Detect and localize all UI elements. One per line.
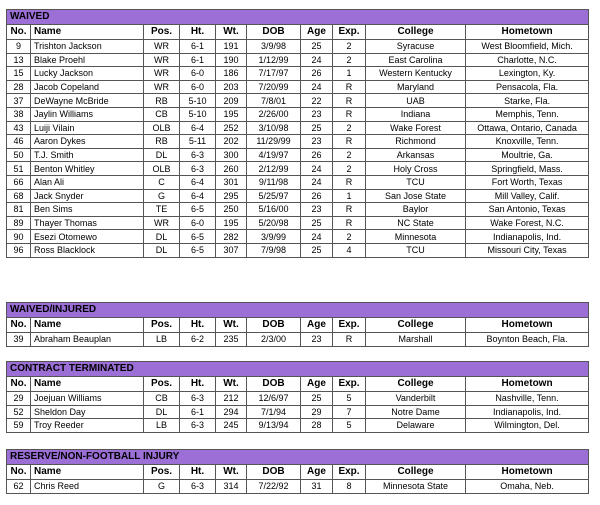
- player-age: 23: [301, 107, 333, 121]
- player-position: C: [144, 175, 180, 189]
- player-row: [7, 148, 589, 162]
- player-weight: 250: [216, 203, 247, 217]
- player-hometown: Lexington, Ky.: [466, 67, 589, 81]
- player-college: Vanderbilt: [366, 392, 466, 406]
- player-dob: 12/6/97: [247, 392, 301, 406]
- player-college: Baylor: [366, 203, 466, 217]
- player-name: Luiji Vilain: [31, 121, 144, 135]
- player-dob: 3/9/98: [247, 40, 301, 54]
- player-weight: 307: [216, 243, 247, 257]
- player-hometown: Springfield, Mass.: [466, 162, 589, 176]
- player-number: 28: [7, 80, 31, 94]
- player-height: 5-10: [180, 107, 216, 121]
- player-position: CB: [144, 107, 180, 121]
- player-number: 90: [7, 230, 31, 244]
- player-age: 25: [301, 216, 333, 230]
- player-row: [7, 107, 589, 121]
- player-name: Aaron Dykes: [31, 135, 144, 149]
- player-row: [7, 53, 589, 67]
- column-header-dob: DOB: [247, 318, 301, 333]
- player-number: 43: [7, 121, 31, 135]
- player-height: 6-3: [180, 480, 216, 494]
- player-weight: 202: [216, 135, 247, 149]
- player-hometown: Indianapolis, Ind.: [466, 230, 589, 244]
- player-hometown: Mill Valley, Calif.: [466, 189, 589, 203]
- player-age: 26: [301, 67, 333, 81]
- column-header-number: No.: [7, 377, 31, 392]
- player-number: 66: [7, 175, 31, 189]
- player-age: 23: [301, 203, 333, 217]
- player-number: 46: [7, 135, 31, 149]
- player-row: [7, 480, 589, 494]
- player-college: Minnesota: [366, 230, 466, 244]
- player-weight: 260: [216, 162, 247, 176]
- player-experience: 1: [333, 189, 366, 203]
- player-college: Western Kentucky: [366, 67, 466, 81]
- player-dob: 2/26/00: [247, 107, 301, 121]
- player-experience: R: [333, 107, 366, 121]
- player-weight: 190: [216, 53, 247, 67]
- player-name: Alan Ali: [31, 175, 144, 189]
- player-college: San Jose State: [366, 189, 466, 203]
- player-experience: R: [333, 175, 366, 189]
- column-header-age: Age: [301, 377, 333, 392]
- column-header-experience: Exp.: [333, 25, 366, 40]
- player-weight: 301: [216, 175, 247, 189]
- player-hometown: San Antonio, Texas: [466, 203, 589, 217]
- player-row: [7, 80, 589, 94]
- player-row: [7, 121, 589, 135]
- player-position: WR: [144, 67, 180, 81]
- player-row: [7, 94, 589, 108]
- player-experience: 2: [333, 40, 366, 54]
- player-college: TCU: [366, 175, 466, 189]
- column-header-hometown: Hometown: [466, 377, 589, 392]
- player-dob: 7/9/98: [247, 243, 301, 257]
- column-header-height: Ht.: [180, 377, 216, 392]
- player-number: 81: [7, 203, 31, 217]
- column-header-age: Age: [301, 465, 333, 480]
- section-contract-terminated: [6, 361, 588, 433]
- player-weight: 186: [216, 67, 247, 81]
- player-dob: 3/10/98: [247, 121, 301, 135]
- player-name: T.J. Smith: [31, 148, 144, 162]
- player-height: 6-0: [180, 80, 216, 94]
- player-experience: R: [333, 333, 366, 347]
- player-weight: 300: [216, 148, 247, 162]
- player-hometown: Pensacola, Fla.: [466, 80, 589, 94]
- player-number: 29: [7, 392, 31, 406]
- player-position: RB: [144, 94, 180, 108]
- player-height: 6-1: [180, 405, 216, 419]
- column-header-dob: DOB: [247, 465, 301, 480]
- column-header-age: Age: [301, 318, 333, 333]
- player-weight: 252: [216, 121, 247, 135]
- player-college: Indiana: [366, 107, 466, 121]
- player-dob: 5/16/00: [247, 203, 301, 217]
- player-name: Abraham Beauplan: [31, 333, 144, 347]
- player-row: [7, 203, 589, 217]
- player-height: 6-3: [180, 392, 216, 406]
- player-height: 6-0: [180, 67, 216, 81]
- player-age: 25: [301, 243, 333, 257]
- player-row: [7, 162, 589, 176]
- column-header-dob: DOB: [247, 25, 301, 40]
- player-weight: 294: [216, 405, 247, 419]
- player-age: 28: [301, 419, 333, 433]
- player-age: 23: [301, 333, 333, 347]
- player-position: WR: [144, 40, 180, 54]
- player-college: East Carolina: [366, 53, 466, 67]
- player-number: 59: [7, 419, 31, 433]
- player-weight: 191: [216, 40, 247, 54]
- player-hometown: Charlotte, N.C.: [466, 53, 589, 67]
- player-college: Wake Forest: [366, 121, 466, 135]
- player-height: 6-4: [180, 189, 216, 203]
- player-height: 5-11: [180, 135, 216, 149]
- player-age: 25: [301, 121, 333, 135]
- player-age: 25: [301, 392, 333, 406]
- player-age: 26: [301, 148, 333, 162]
- section-title: RESERVE/NON-FOOTBALL INJURY: [7, 450, 589, 465]
- player-position: OLB: [144, 162, 180, 176]
- player-number: 38: [7, 107, 31, 121]
- column-header-weight: Wt.: [216, 25, 247, 40]
- player-height: 6-4: [180, 175, 216, 189]
- player-weight: 245: [216, 419, 247, 433]
- player-experience: 1: [333, 67, 366, 81]
- player-number: 50: [7, 148, 31, 162]
- column-header-name: Name: [31, 318, 144, 333]
- player-weight: 295: [216, 189, 247, 203]
- player-college: Holy Cross: [366, 162, 466, 176]
- player-name: Thayer Thomas: [31, 216, 144, 230]
- player-position: OLB: [144, 121, 180, 135]
- player-number: 62: [7, 480, 31, 494]
- player-experience: 4: [333, 243, 366, 257]
- column-header-row: [7, 465, 589, 480]
- player-number: 96: [7, 243, 31, 257]
- column-header-college: College: [366, 25, 466, 40]
- player-weight: 235: [216, 333, 247, 347]
- player-age: 22: [301, 94, 333, 108]
- player-weight: 314: [216, 480, 247, 494]
- player-position: CB: [144, 392, 180, 406]
- player-hometown: Knoxville, Tenn.: [466, 135, 589, 149]
- player-dob: 7/20/99: [247, 80, 301, 94]
- player-name: Benton Whitley: [31, 162, 144, 176]
- player-row: [7, 230, 589, 244]
- player-position: DL: [144, 148, 180, 162]
- column-header-number: No.: [7, 465, 31, 480]
- player-age: 24: [301, 175, 333, 189]
- player-hometown: Missouri City, Texas: [466, 243, 589, 257]
- player-position: LB: [144, 333, 180, 347]
- player-age: 24: [301, 162, 333, 176]
- player-age: 24: [301, 80, 333, 94]
- column-header-height: Ht.: [180, 25, 216, 40]
- player-height: 6-3: [180, 148, 216, 162]
- section-waived-injured: [6, 302, 588, 347]
- player-weight: 195: [216, 107, 247, 121]
- player-name: Jack Snyder: [31, 189, 144, 203]
- player-experience: 8: [333, 480, 366, 494]
- player-college: UAB: [366, 94, 466, 108]
- roster-table: [6, 449, 589, 494]
- section-title: CONTRACT TERMINATED: [7, 362, 589, 377]
- player-position: DL: [144, 405, 180, 419]
- player-dob: 7/8/01: [247, 94, 301, 108]
- player-experience: R: [333, 203, 366, 217]
- player-college: Richmond: [366, 135, 466, 149]
- player-experience: 2: [333, 162, 366, 176]
- player-row: [7, 175, 589, 189]
- player-experience: 7: [333, 405, 366, 419]
- player-name: Joejuan Williams: [31, 392, 144, 406]
- player-weight: 203: [216, 80, 247, 94]
- player-hometown: Indianapolis, Ind.: [466, 405, 589, 419]
- player-row: [7, 243, 589, 257]
- player-age: 31: [301, 480, 333, 494]
- player-number: 9: [7, 40, 31, 54]
- player-position: DL: [144, 243, 180, 257]
- player-hometown: Wake Forest, N.C.: [466, 216, 589, 230]
- column-header-college: College: [366, 377, 466, 392]
- column-header-number: No.: [7, 25, 31, 40]
- player-experience: 5: [333, 419, 366, 433]
- player-name: Troy Reeder: [31, 419, 144, 433]
- player-age: 24: [301, 230, 333, 244]
- column-header-row: [7, 25, 589, 40]
- section-waived: [6, 9, 588, 258]
- player-hometown: Moultrie, Ga.: [466, 148, 589, 162]
- column-header-height: Ht.: [180, 318, 216, 333]
- player-dob: 7/17/97: [247, 67, 301, 81]
- player-row: [7, 333, 589, 347]
- player-row: [7, 405, 589, 419]
- player-name: Trishton Jackson: [31, 40, 144, 54]
- section-title: WAIVED/INJURED: [7, 303, 589, 318]
- player-dob: 2/3/00: [247, 333, 301, 347]
- player-number: 37: [7, 94, 31, 108]
- player-number: 39: [7, 333, 31, 347]
- player-row: [7, 67, 589, 81]
- player-height: 6-5: [180, 243, 216, 257]
- player-weight: 282: [216, 230, 247, 244]
- player-experience: 2: [333, 53, 366, 67]
- player-position: WR: [144, 216, 180, 230]
- player-experience: 2: [333, 230, 366, 244]
- player-position: G: [144, 480, 180, 494]
- player-hometown: Starke, Fla.: [466, 94, 589, 108]
- column-header-hometown: Hometown: [466, 25, 589, 40]
- column-header-row: [7, 318, 589, 333]
- player-position: LB: [144, 419, 180, 433]
- player-weight: 212: [216, 392, 247, 406]
- player-name: Jacob Copeland: [31, 80, 144, 94]
- player-row: [7, 419, 589, 433]
- player-age: 29: [301, 405, 333, 419]
- player-row: [7, 189, 589, 203]
- player-hometown: Wilmington, Del.: [466, 419, 589, 433]
- player-name: Blake Proehl: [31, 53, 144, 67]
- player-experience: R: [333, 216, 366, 230]
- player-position: TE: [144, 203, 180, 217]
- player-height: 6-3: [180, 419, 216, 433]
- player-age: 24: [301, 53, 333, 67]
- player-dob: 11/29/99: [247, 135, 301, 149]
- player-number: 89: [7, 216, 31, 230]
- player-height: 6-5: [180, 230, 216, 244]
- player-height: 5-10: [180, 94, 216, 108]
- player-height: 6-1: [180, 53, 216, 67]
- player-dob: 4/19/97: [247, 148, 301, 162]
- player-dob: 2/12/99: [247, 162, 301, 176]
- player-hometown: Omaha, Neb.: [466, 480, 589, 494]
- column-header-weight: Wt.: [216, 377, 247, 392]
- player-experience: R: [333, 80, 366, 94]
- column-header-experience: Exp.: [333, 465, 366, 480]
- player-height: 6-1: [180, 40, 216, 54]
- player-dob: 5/25/97: [247, 189, 301, 203]
- column-header-number: No.: [7, 318, 31, 333]
- player-weight: 209: [216, 94, 247, 108]
- player-name: Jaylin Williams: [31, 107, 144, 121]
- column-header-age: Age: [301, 25, 333, 40]
- player-height: 6-3: [180, 162, 216, 176]
- player-hometown: West Bloomfield, Mich.: [466, 40, 589, 54]
- player-experience: R: [333, 135, 366, 149]
- player-dob: 9/11/98: [247, 175, 301, 189]
- roster-table: [6, 302, 589, 347]
- column-header-college: College: [366, 318, 466, 333]
- player-position: WR: [144, 53, 180, 67]
- player-position: RB: [144, 135, 180, 149]
- player-experience: 2: [333, 148, 366, 162]
- player-college: Notre Dame: [366, 405, 466, 419]
- player-number: 13: [7, 53, 31, 67]
- player-position: G: [144, 189, 180, 203]
- player-dob: 7/1/94: [247, 405, 301, 419]
- column-header-name: Name: [31, 377, 144, 392]
- player-number: 51: [7, 162, 31, 176]
- player-row: [7, 216, 589, 230]
- player-age: 25: [301, 40, 333, 54]
- section-title: WAIVED: [7, 10, 589, 25]
- player-college: NC State: [366, 216, 466, 230]
- column-header-position: Pos.: [144, 377, 180, 392]
- column-header-weight: Wt.: [216, 465, 247, 480]
- player-dob: 7/22/92: [247, 480, 301, 494]
- player-hometown: Fort Worth, Texas: [466, 175, 589, 189]
- player-number: 68: [7, 189, 31, 203]
- player-row: [7, 392, 589, 406]
- column-header-name: Name: [31, 465, 144, 480]
- column-header-hometown: Hometown: [466, 318, 589, 333]
- player-dob: 3/9/99: [247, 230, 301, 244]
- player-height: 6-5: [180, 203, 216, 217]
- column-header-college: College: [366, 465, 466, 480]
- player-college: Delaware: [366, 419, 466, 433]
- player-name: Chris Reed: [31, 480, 144, 494]
- player-name: Ross Blacklock: [31, 243, 144, 257]
- player-experience: 5: [333, 392, 366, 406]
- column-header-hometown: Hometown: [466, 465, 589, 480]
- player-name: Esezi Otomewo: [31, 230, 144, 244]
- player-college: Marshall: [366, 333, 466, 347]
- column-header-position: Pos.: [144, 465, 180, 480]
- player-college: TCU: [366, 243, 466, 257]
- column-header-weight: Wt.: [216, 318, 247, 333]
- section-reserve-nfi: [6, 449, 588, 494]
- column-header-position: Pos.: [144, 318, 180, 333]
- player-row: [7, 135, 589, 149]
- player-hometown: Memphis, Tenn.: [466, 107, 589, 121]
- column-header-experience: Exp.: [333, 318, 366, 333]
- player-age: 23: [301, 135, 333, 149]
- player-position: DL: [144, 230, 180, 244]
- roster-table: [6, 9, 589, 258]
- player-number: 15: [7, 67, 31, 81]
- player-age: 26: [301, 189, 333, 203]
- player-name: DeWayne McBride: [31, 94, 144, 108]
- player-height: 6-4: [180, 121, 216, 135]
- player-name: Lucky Jackson: [31, 67, 144, 81]
- column-header-position: Pos.: [144, 25, 180, 40]
- player-dob: 1/12/99: [247, 53, 301, 67]
- column-header-dob: DOB: [247, 377, 301, 392]
- roster-table: [6, 361, 589, 433]
- player-hometown: Ottawa, Ontario, Canada: [466, 121, 589, 135]
- player-position: WR: [144, 80, 180, 94]
- column-header-experience: Exp.: [333, 377, 366, 392]
- player-experience: R: [333, 94, 366, 108]
- column-header-name: Name: [31, 25, 144, 40]
- player-weight: 195: [216, 216, 247, 230]
- player-dob: 5/20/98: [247, 216, 301, 230]
- player-number: 52: [7, 405, 31, 419]
- player-college: Arkansas: [366, 148, 466, 162]
- player-hometown: Nashville, Tenn.: [466, 392, 589, 406]
- column-header-row: [7, 377, 589, 392]
- player-dob: 9/13/94: [247, 419, 301, 433]
- player-height: 6-2: [180, 333, 216, 347]
- player-name: Sheldon Day: [31, 405, 144, 419]
- player-height: 6-0: [180, 216, 216, 230]
- player-experience: 2: [333, 121, 366, 135]
- player-college: Syracuse: [366, 40, 466, 54]
- column-header-height: Ht.: [180, 465, 216, 480]
- player-row: [7, 40, 589, 54]
- player-college: Minnesota State: [366, 480, 466, 494]
- player-college: Maryland: [366, 80, 466, 94]
- player-name: Ben Sims: [31, 203, 144, 217]
- player-hometown: Boynton Beach, Fla.: [466, 333, 589, 347]
